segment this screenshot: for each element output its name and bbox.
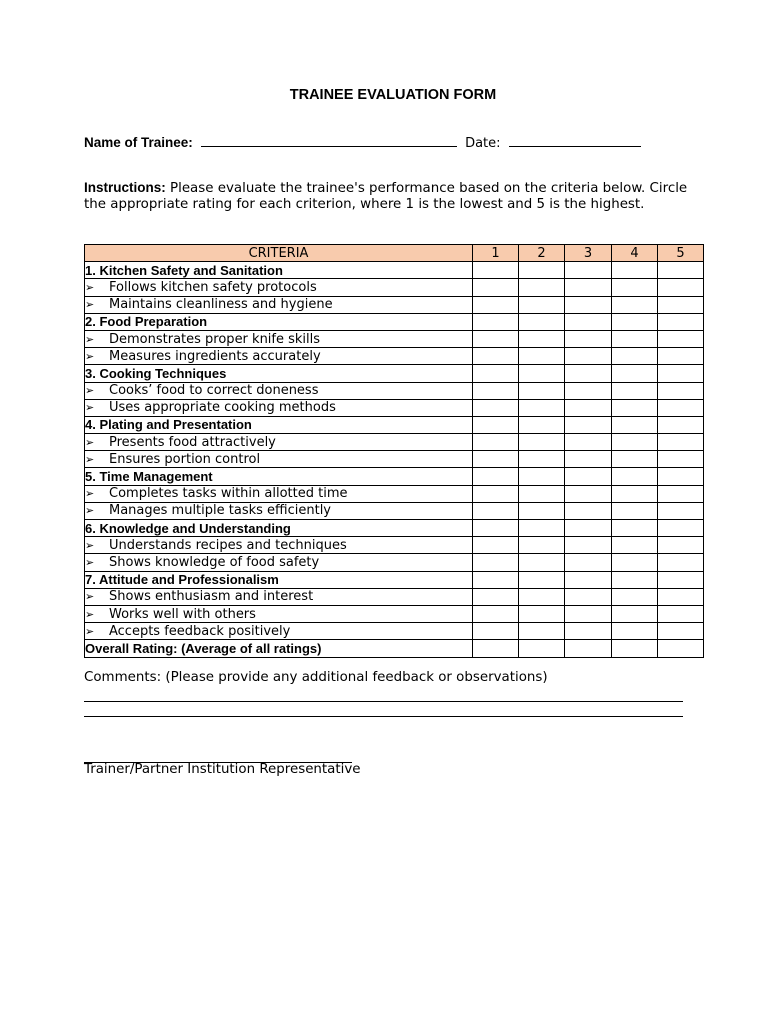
section-5-rating-3[interactable] (565, 468, 612, 485)
section-7-rating-1[interactable] (473, 571, 519, 588)
criterion-4-1-rating-4[interactable] (612, 434, 658, 451)
section-5-rating-2[interactable] (519, 468, 565, 485)
criterion-5-2-rating-4[interactable] (612, 502, 658, 519)
section-4-rating-5[interactable] (658, 416, 704, 433)
section-4-rating-4[interactable] (612, 416, 658, 433)
criterion-4-1-rating-1[interactable] (473, 434, 519, 451)
criterion-7-2-rating-4[interactable] (612, 605, 658, 622)
section-6-rating-5[interactable] (658, 520, 704, 537)
criterion-5-1-rating-2[interactable] (519, 485, 565, 502)
criterion-3-1-rating-3[interactable] (565, 382, 612, 399)
criterion-3-1-rating-2[interactable] (519, 382, 565, 399)
overall-rating-3[interactable] (565, 640, 612, 657)
overall-rating-row (85, 640, 704, 657)
section-3-rating-4[interactable] (612, 365, 658, 382)
section-2-rating-5[interactable] (658, 313, 704, 330)
signature-label: Trainer/Partner Institution Representative (84, 762, 361, 777)
criterion-row (85, 348, 704, 365)
criterion-cell (85, 348, 473, 365)
criterion-7-2-rating-1[interactable] (473, 605, 519, 622)
arrow-bullet-icon: ➢ (85, 504, 95, 518)
criterion-cell (85, 382, 473, 399)
section-row (85, 571, 704, 588)
criterion-row (85, 330, 704, 347)
rating-header-4: 4 (612, 245, 658, 262)
section-5-rating-4[interactable] (612, 468, 658, 485)
criterion-1-1-rating-3[interactable] (565, 279, 612, 296)
criterion-7-2-rating-2[interactable] (519, 605, 565, 622)
criterion-row (85, 434, 704, 451)
section-1-rating-5[interactable] (658, 262, 704, 279)
section-6-rating-3[interactable] (565, 520, 612, 537)
criterion-3-2-rating-3[interactable] (565, 399, 612, 416)
criterion-cell (85, 502, 473, 519)
arrow-bullet-icon: ➢ (85, 452, 95, 466)
criterion-2-1-rating-1[interactable] (473, 330, 519, 347)
section-title: 7. Attitude and Professionalism (85, 571, 473, 588)
criterion-2-1-rating-5[interactable] (658, 330, 704, 347)
criterion-1-1-rating-4[interactable] (612, 279, 658, 296)
section-1-rating-4[interactable] (612, 262, 658, 279)
section-row (85, 520, 704, 537)
criterion-label: Completes tasks within allotted time (109, 486, 348, 502)
criterion-4-2-rating-2[interactable] (519, 451, 565, 468)
criterion-7-1-rating-2[interactable] (519, 588, 565, 605)
criterion-row (85, 588, 704, 605)
section-3-rating-3[interactable] (565, 365, 612, 382)
instructions-text: Please evaluate the trainee's performance based on the criteria below. Circle the appropriate rating for each criterion, where 1 is the lowest and 5 is the highest. (84, 181, 688, 212)
section-7-rating-5[interactable] (658, 571, 704, 588)
criterion-6-2-rating-3[interactable] (565, 554, 612, 571)
arrow-bullet-icon: ➢ (85, 298, 95, 312)
criterion-label: Shows enthusiasm and interest (109, 589, 314, 605)
criterion-7-1-rating-3[interactable] (565, 588, 612, 605)
criterion-2-1-rating-4[interactable] (612, 330, 658, 347)
criterion-row (85, 605, 704, 622)
criterion-2-1-rating-3[interactable] (565, 330, 612, 347)
criterion-4-2-rating-3[interactable] (565, 451, 612, 468)
criterion-cell (85, 330, 473, 347)
section-title: 2. Food Preparation (85, 313, 473, 330)
criterion-row (85, 537, 704, 554)
arrow-bullet-icon: ➢ (85, 435, 95, 449)
section-2-rating-3[interactable] (565, 313, 612, 330)
criterion-cell (85, 279, 473, 296)
criterion-row (85, 485, 704, 502)
criterion-7-1-rating-5[interactable] (658, 588, 704, 605)
criterion-row (85, 279, 704, 296)
arrow-bullet-icon: ➢ (85, 538, 95, 552)
section-4-rating-3[interactable] (565, 416, 612, 433)
section-7-rating-3[interactable] (565, 571, 612, 588)
criterion-6-1-rating-1[interactable] (473, 537, 519, 554)
criterion-1-1-rating-2[interactable] (519, 279, 565, 296)
section-7-rating-2[interactable] (519, 571, 565, 588)
criterion-5-1-rating-5[interactable] (658, 485, 704, 502)
criterion-1-1-rating-1[interactable] (473, 279, 519, 296)
section-row (85, 416, 704, 433)
evaluation-table (84, 244, 704, 658)
criterion-label: Measures ingredients accurately (109, 348, 321, 364)
section-1-rating-2[interactable] (519, 262, 565, 279)
date-label: Date: (465, 136, 501, 151)
criterion-1-2-rating-2[interactable] (519, 296, 565, 313)
criterion-label: Understands recipes and techniques (109, 537, 347, 553)
rating-header-1: 1 (473, 245, 519, 262)
criterion-4-2-rating-1[interactable] (473, 451, 519, 468)
criterion-cell (85, 451, 473, 468)
criterion-6-1-rating-3[interactable] (565, 537, 612, 554)
section-1-rating-1[interactable] (473, 262, 519, 279)
criterion-4-1-rating-5[interactable] (658, 434, 704, 451)
section-row (85, 313, 704, 330)
overall-rating-4[interactable] (612, 640, 658, 657)
overall-rating-2[interactable] (519, 640, 565, 657)
rating-header-3: 3 (565, 245, 612, 262)
section-7-rating-4[interactable] (612, 571, 658, 588)
section-6-rating-4[interactable] (612, 520, 658, 537)
criterion-5-2-rating-2[interactable] (519, 502, 565, 519)
criterion-2-2-rating-3[interactable] (565, 348, 612, 365)
criterion-3-2-rating-1[interactable] (473, 399, 519, 416)
criterion-label: Demonstrates proper knife skills (109, 331, 321, 347)
criterion-cell (85, 537, 473, 554)
criterion-7-1-rating-1[interactable] (473, 588, 519, 605)
criterion-cell (85, 399, 473, 416)
arrow-bullet-icon: ➢ (85, 280, 95, 294)
criterion-6-2-rating-4[interactable] (612, 554, 658, 571)
section-title: 3. Cooking Techniques (85, 365, 473, 382)
criterion-2-2-rating-5[interactable] (658, 348, 704, 365)
criterion-3-1-rating-5[interactable] (658, 382, 704, 399)
criterion-cell (85, 485, 473, 502)
criterion-1-1-rating-5[interactable] (658, 279, 704, 296)
arrow-bullet-icon: ➢ (85, 384, 95, 398)
section-3-rating-5[interactable] (658, 365, 704, 382)
arrow-bullet-icon: ➢ (85, 487, 95, 501)
table-header-row (85, 245, 704, 262)
criterion-2-2-rating-1[interactable] (473, 348, 519, 365)
criterion-5-2-rating-5[interactable] (658, 502, 704, 519)
criterion-6-1-rating-2[interactable] (519, 537, 565, 554)
criterion-1-2-rating-5[interactable] (658, 296, 704, 313)
criterion-1-2-rating-3[interactable] (565, 296, 612, 313)
section-3-rating-1[interactable] (473, 365, 519, 382)
criterion-6-2-rating-1[interactable] (473, 554, 519, 571)
section-title: 1. Kitchen Safety and Sanitation (85, 262, 473, 279)
criterion-row (85, 554, 704, 571)
rating-header-2: 2 (519, 245, 565, 262)
comments-line-2[interactable] (84, 716, 683, 717)
criterion-label: Presents food attractively (109, 434, 276, 450)
criterion-label: Cooks’ food to correct doneness (109, 383, 319, 399)
criterion-7-3-rating-2[interactable] (519, 623, 565, 640)
criterion-row (85, 502, 704, 519)
criterion-6-2-rating-5[interactable] (658, 554, 704, 571)
criterion-5-1-rating-4[interactable] (612, 485, 658, 502)
criterion-6-1-rating-5[interactable] (658, 537, 704, 554)
rating-header-5: 5 (658, 245, 704, 262)
criterion-label: Ensures portion control (109, 451, 261, 467)
criterion-cell (85, 588, 473, 605)
criterion-label: Follows kitchen safety protocols (109, 279, 317, 295)
criterion-label: Manages multiple tasks efficiently (109, 503, 331, 519)
section-title: 6. Knowledge and Understanding (85, 520, 473, 537)
criterion-6-1-rating-4[interactable] (612, 537, 658, 554)
arrow-bullet-icon: ➢ (85, 607, 95, 621)
section-5-rating-5[interactable] (658, 468, 704, 485)
criterion-3-1-rating-4[interactable] (612, 382, 658, 399)
criterion-4-2-rating-5[interactable] (658, 451, 704, 468)
section-title: 5. Time Management (85, 468, 473, 485)
criterion-1-2-rating-1[interactable] (473, 296, 519, 313)
criterion-7-3-rating-5[interactable] (658, 623, 704, 640)
evaluation-table-body (85, 262, 704, 657)
criterion-5-1-rating-3[interactable] (565, 485, 612, 502)
section-5-rating-1[interactable] (473, 468, 519, 485)
section-2-rating-4[interactable] (612, 313, 658, 330)
criterion-2-2-rating-2[interactable] (519, 348, 565, 365)
trainee-name-label: Name of Trainee: (84, 135, 193, 150)
date-field[interactable] (509, 134, 641, 147)
criterion-label: Uses appropriate cooking methods (109, 400, 336, 416)
criterion-3-2-rating-2[interactable] (519, 399, 565, 416)
criterion-2-1-rating-2[interactable] (519, 330, 565, 347)
criterion-cell (85, 623, 473, 640)
section-2-rating-2[interactable] (519, 313, 565, 330)
criterion-3-2-rating-4[interactable] (612, 399, 658, 416)
section-2-rating-1[interactable] (473, 313, 519, 330)
criterion-4-1-rating-3[interactable] (565, 434, 612, 451)
arrow-bullet-icon: ➢ (85, 332, 95, 346)
criterion-5-1-rating-1[interactable] (473, 485, 519, 502)
criterion-7-3-rating-4[interactable] (612, 623, 658, 640)
criterion-5-2-rating-3[interactable] (565, 502, 612, 519)
section-6-rating-2[interactable] (519, 520, 565, 537)
criterion-7-2-rating-5[interactable] (658, 605, 704, 622)
criterion-7-2-rating-3[interactable] (565, 605, 612, 622)
instructions-label: Instructions: (84, 180, 166, 195)
section-1-rating-3[interactable] (565, 262, 612, 279)
criterion-6-2-rating-2[interactable] (519, 554, 565, 571)
section-title: 4. Plating and Presentation (85, 416, 473, 433)
criterion-row (85, 296, 704, 313)
section-3-rating-2[interactable] (519, 365, 565, 382)
overall-rating-label: Overall Rating: (Average of all ratings) (85, 640, 473, 657)
section-row (85, 365, 704, 382)
form-title: TRAINEE EVALUATION FORM (289, 87, 497, 103)
criterion-7-3-rating-3[interactable] (565, 623, 612, 640)
criterion-1-2-rating-4[interactable] (612, 296, 658, 313)
instructions (84, 180, 694, 213)
criterion-row (85, 399, 704, 416)
criteria-header: CRITERIA (85, 245, 473, 262)
criterion-cell (85, 554, 473, 571)
section-4-rating-1[interactable] (473, 416, 519, 433)
section-4-rating-2[interactable] (519, 416, 565, 433)
arrow-bullet-icon: ➢ (85, 401, 95, 415)
trainee-name-row (84, 134, 641, 151)
trainee-name-field[interactable] (201, 134, 457, 147)
criterion-label: Shows knowledge of food safety (109, 554, 320, 570)
section-row (85, 262, 704, 279)
comments-line-1[interactable] (84, 701, 683, 702)
overall-rating-5[interactable] (658, 640, 704, 657)
criterion-label: Accepts feedback positively (109, 623, 291, 639)
criterion-5-2-rating-1[interactable] (473, 502, 519, 519)
criterion-label: Maintains cleanliness and hygiene (109, 297, 333, 313)
comments-label: Comments: (Please provide any additional feedback or observations) (84, 670, 548, 685)
criterion-cell (85, 605, 473, 622)
criterion-3-2-rating-5[interactable] (658, 399, 704, 416)
criterion-cell (85, 296, 473, 313)
criterion-2-2-rating-4[interactable] (612, 348, 658, 365)
criterion-7-3-rating-1[interactable] (473, 623, 519, 640)
arrow-bullet-icon: ➢ (85, 349, 95, 363)
arrow-bullet-icon: ➢ (85, 590, 95, 604)
criterion-row (85, 623, 704, 640)
criterion-label: Works well with others (109, 606, 256, 622)
overall-rating-1[interactable] (473, 640, 519, 657)
criterion-row (85, 451, 704, 468)
section-6-rating-1[interactable] (473, 520, 519, 537)
criterion-4-1-rating-2[interactable] (519, 434, 565, 451)
criterion-4-2-rating-4[interactable] (612, 451, 658, 468)
criterion-3-1-rating-1[interactable] (473, 382, 519, 399)
arrow-bullet-icon: ➢ (85, 624, 95, 638)
criterion-7-1-rating-4[interactable] (612, 588, 658, 605)
criterion-cell (85, 434, 473, 451)
arrow-bullet-icon: ➢ (85, 555, 95, 569)
section-row (85, 468, 704, 485)
criterion-row (85, 382, 704, 399)
